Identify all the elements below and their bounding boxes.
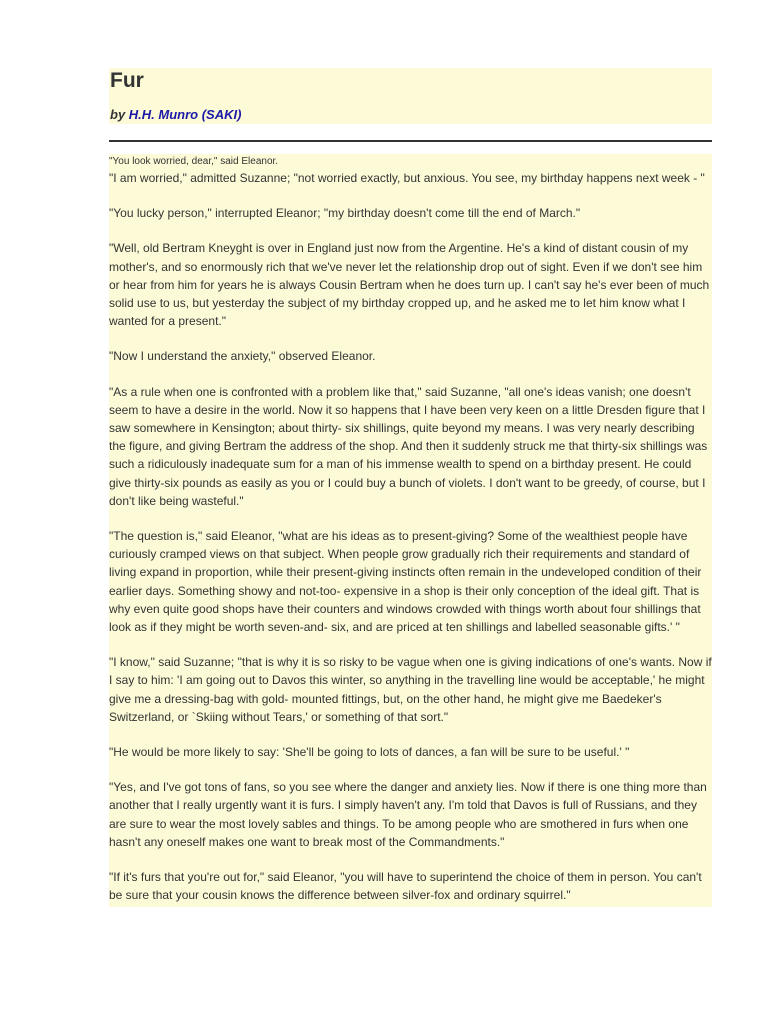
paragraph-2: "You lucky person," interrupted Eleanor; "my birthday doesn't come till the end of March." <box>109 206 581 221</box>
paragraph-8: "He would be more likely to say: 'She'll be going to lots of dances, a fan will be sure to be useful.' " <box>109 745 630 760</box>
paragraph-1: "I am worried," admitted Suzanne; "not worried exactly, but anxious. You see, my birthday happens next week - " <box>109 171 705 185</box>
paragraph-6: "The question is," said Eleanor, "what are his ideas as to present-giving? Some of the wealthiest people have curiously cramped views on that subject. When people grow gradually rich their requirements and standard of living expand in proportion, while their present-giving instincts often remain in the undeveloped condition of their earlier days. Something showy and not-too- expensive in a shop is their only conception of the ideal gift. That is why even quite good shops have their counters and windows crowded with things worth about four shillings that look as if they might be worth seven-and- six, and are priced at ten shillings and labelled seasonable gifts.' " <box>109 529 702 635</box>
paragraph-10: "If it's furs that you're out for," said Eleanor, "you will have to superintend the choice of them in person. You can't be sure that your cousin knows the difference between silver-fox and ordinary squirrel." <box>109 870 702 903</box>
paragraph-3: "Well, old Bertram Kneyght is over in England just now from the Argentine. He's a kind of distant cousin of my mother's, and so enormously rich that we've never let the relationship drop out of sight. Even if we don't see him or hear from him for years he is always Cousin Bertram when he does turn up. I can't say he's ever been of much solid use to us, but yesterday the subject of my birthday cropped up, and he asked me to let him know what I wanted for a present." <box>109 241 710 329</box>
document-page <box>109 68 712 903</box>
paragraph-4: "Now I understand the anxiety," observed Eleanor. <box>109 349 376 364</box>
paragraph-5: "As a rule when one is confronted with a problem like that," said Suzanne, "all one's ideas vanish; one doesn't seem to have a desire in the world. Now it so happens that I have been very keen on a little Dresden figure that I saw somewhere in Kensington; about thirty- six shillings, quite beyond my means. I was very nearly describing the figure, and giving Bertram the address of the shop. And then it suddenly struck me that thirty-six shillings was such a ridiculously inadequate sum for a man of his immense wealth to spend on a birthday present. He could give thirty-six pounds as easily as you or I could buy a bunch of violets. I don't want to be greedy, of course, but I don't like being wasteful." <box>109 384 708 508</box>
paragraph-7: "I know," said Suzanne; "that is why it is so risky to be vague when one is giving indications of one's wants. Now if I say to him: 'I am going out to Davos this winter, so anything in the travelling line would be acceptable,' he might give me a dressing-bag with gold- mounted fittings, but, on the other hand, he might give me Baedeker's Switzerland, or `Skiing without Tears,' or something of that sort." <box>109 655 712 724</box>
story-title: Fur <box>110 69 144 92</box>
author-name: H.H. Munro (SAKI) <box>128 107 242 122</box>
story-body <box>109 154 712 907</box>
opening-line: "You look worried, dear," said Eleanor. <box>109 156 279 167</box>
title-divider <box>109 140 712 142</box>
paragraph-9: "Yes, and I've got tons of fans, so you see where the danger and anxiety lies. Now if there is one thing more than another that I really urgently want it is furs. I simply haven't any. I'm told that Davos is full of Russians, and they are sure to wear the most lovely sables and things. To be among people who are smothered in furs when one hasn't any oneself makes one want to break most of the Commandments." <box>109 780 707 849</box>
byline <box>110 107 241 123</box>
byline-prefix: by <box>110 107 129 122</box>
header-box <box>109 68 712 124</box>
